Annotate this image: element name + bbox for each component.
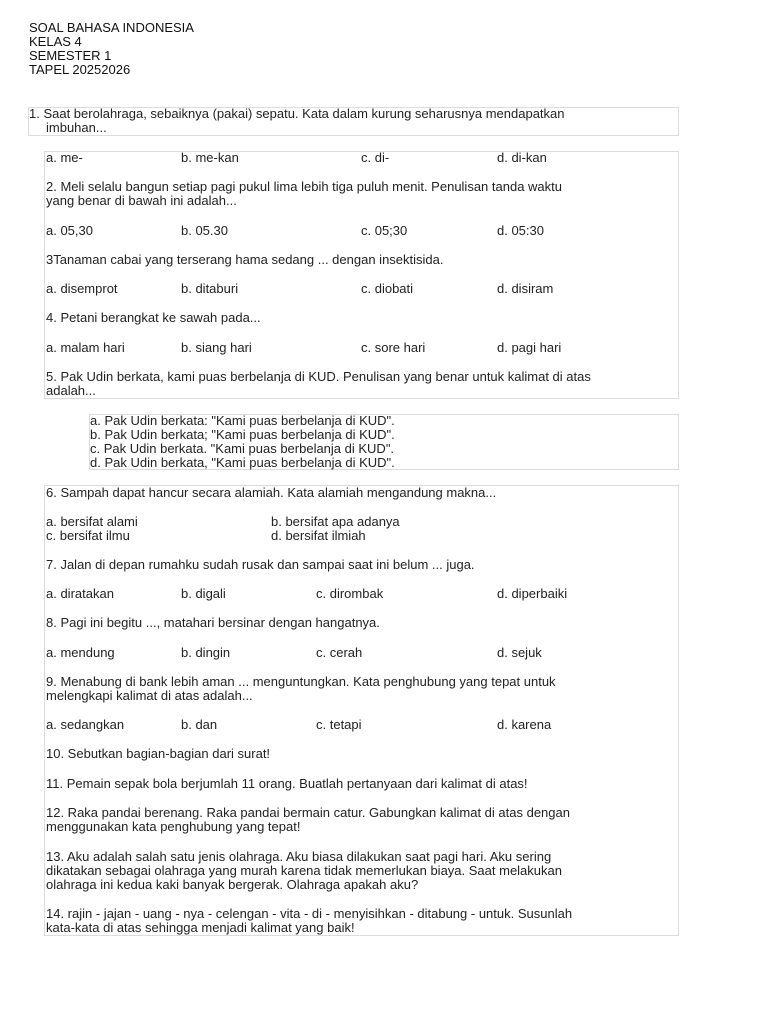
question-4-option-a: a. malam hari <box>46 340 125 355</box>
question-4-option-d: d. pagi hari <box>497 340 562 355</box>
question-13-text-line2: dikatakan sebagai olahraga yang murah karena tidak memerlukan biaya. Saat melakukan <box>46 863 562 878</box>
question-14-text: 14. rajin - jajan - uang - nya - celengan - vita - di - menyisihkan - ditabung - untuk. Susunlah <box>46 906 573 921</box>
question-5-option-c: c. Pak Udin berkata. "Kami puas berbelanja di KUD". <box>90 441 395 456</box>
question-13-text-line3: olahraga ini kedua kaki banyak bergerak. Olahraga apakah aku? <box>46 877 419 892</box>
question-7-option-c: c. dirombak <box>316 586 384 601</box>
question-12-text: 12. Raka pandai berenang. Raka pandai bermain catur. Gabungkan kalimat di atas dengan <box>46 805 570 820</box>
question-9-option-c: c. tetapi <box>316 717 362 732</box>
question-6-text: 6. Sampah dapat hancur secara alamiah. Kata alamiah mengandung makna... <box>46 485 497 500</box>
question-8-text: 8. Pagi ini begitu ..., matahari bersinar dengan hangatnya. <box>46 615 380 630</box>
question-1-option-b: b. me-kan <box>181 150 239 165</box>
question-4-option-c: c. sore hari <box>361 340 426 355</box>
question-3-option-d: d. disiram <box>497 281 554 296</box>
header-semester: SEMESTER 1 <box>29 48 112 63</box>
question-5-option-b: b. Pak Udin berkata; "Kami puas berbelanja di KUD". <box>90 427 395 442</box>
question-12-text-line2: menggunakan kata penghubung yang tepat! <box>46 819 301 834</box>
question-2-option-c: c. 05;30 <box>361 223 408 238</box>
question-3-option-c: c. diobati <box>361 281 414 296</box>
header-class: KELAS 4 <box>29 34 82 49</box>
question-2-option-d: d. 05:30 <box>497 223 544 238</box>
question-9-option-b: b. dan <box>181 717 218 732</box>
question-4-text: 4. Petani berangkat ke sawah pada... <box>46 310 261 325</box>
question-13-text: 13. Aku adalah salah satu jenis olahraga. Aku biasa dilakukan saat pagi hari. Aku sering <box>46 849 552 864</box>
question-6-option-b: b. bersifat apa adanya <box>271 514 400 529</box>
header-school-year: TAPEL 20252026 <box>29 62 131 77</box>
question-6-option-a: a. bersifat alami <box>46 514 138 529</box>
question-8-option-a: a. mendung <box>46 645 115 660</box>
question-3-option-b: b. ditaburi <box>181 281 239 296</box>
question-8-option-d: d. sejuk <box>497 645 542 660</box>
question-3-text: 3Tanaman cabai yang terserang hama sedang ... dengan insektisida. <box>46 252 444 267</box>
question-1-option-a: a. me- <box>46 150 83 165</box>
question-5-text: 5. Pak Udin berkata, kami puas berbelanja di KUD. Penulisan yang benar untuk kalimat di atas <box>46 369 591 384</box>
question-1-option-d: d. di-kan <box>497 150 547 165</box>
question-9-option-d: d. karena <box>497 717 552 732</box>
question-1-option-c: c. di- <box>361 150 390 165</box>
header-title: SOAL BAHASA INDONESIA <box>29 20 194 35</box>
question-2-option-b: b. 05.30 <box>181 223 228 238</box>
question-3-option-a: a. disemprot <box>46 281 118 296</box>
question-7-option-a: a. diratakan <box>46 586 114 601</box>
question-4-option-b: b. siang hari <box>181 340 252 355</box>
question-1-text: 1. Saat berolahraga, sebaiknya (pakai) sepatu. Kata dalam kurung seharusnya mendapatkan <box>29 106 565 121</box>
question-7-option-b: b. digali <box>181 586 226 601</box>
question-10-text: 10. Sebutkan bagian-bagian dari surat! <box>46 746 271 761</box>
question-7-option-d: d. diperbaiki <box>497 586 568 601</box>
question-6-option-c: c. bersifat ilmu <box>46 528 130 543</box>
question-6-option-d: d. bersifat ilmiah <box>271 528 366 543</box>
question-9-text: 9. Menabung di bank lebih aman ... menguntungkan. Kata penghubung yang tepat untuk <box>46 674 556 689</box>
question-8-option-c: c. cerah <box>316 645 363 660</box>
question-11-text: 11. Pemain sepak bola berjumlah 11 orang. Buatlah pertanyaan dari kalimat di atas! <box>46 776 528 791</box>
question-14-text-line2: kata-kata di atas sehingga menjadi kalimat yang baik! <box>46 920 355 935</box>
question-2-text-line2: yang benar di bawah ini adalah... <box>46 193 237 208</box>
question-7-text: 7. Jalan di depan rumahku sudah rusak dan sampai saat ini belum ... juga. <box>46 557 475 572</box>
question-2-option-a: a. 05,30 <box>46 223 93 238</box>
question-5-text-line2: adalah... <box>46 383 96 398</box>
question-9-text-line2: melengkapi kalimat di atas adalah... <box>46 688 253 703</box>
question-5-option-d: d. Pak Udin berkata, "Kami puas berbelanja di KUD". <box>90 455 395 470</box>
question-8-option-b: b. dingin <box>181 645 231 660</box>
question-9-option-a: a. sedangkan <box>46 717 125 732</box>
document-header <box>29 21 194 77</box>
question-5-option-a: a. Pak Udin berkata: "Kami puas berbelanja di KUD". <box>90 413 395 428</box>
question-2-text: 2. Meli selalu bangun setiap pagi pukul lima lebih tiga puluh menit. Penulisan tanda waktu <box>46 179 562 194</box>
question-1-text-line2: imbuhan... <box>46 120 107 135</box>
